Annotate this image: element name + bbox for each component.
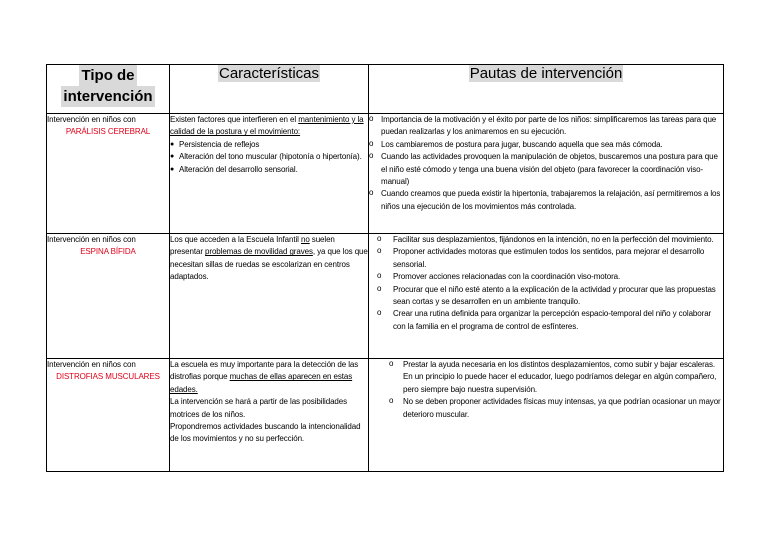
tipo-prefix: Intervención en niños con (47, 360, 136, 369)
header-tipo: Tipo de intervención (47, 65, 170, 114)
intervention-table (46, 64, 724, 472)
tipo-name: ESPINA BÍFIDA (80, 247, 136, 257)
header-caracteristicas: Características (170, 65, 369, 114)
header-row (47, 65, 724, 114)
pautas-cell (369, 234, 724, 359)
list-item: ● Alteración del desarrollo sensorial. (170, 164, 368, 176)
header-pautas: Pautas de intervención (369, 65, 724, 114)
list-item: o Proponer actividades motoras que estimulen todos los sentidos, para mejorar el desarrollo sensorial. (369, 246, 723, 271)
caracteristicas-list (170, 139, 368, 176)
pautas-list (369, 114, 723, 213)
caracteristicas-cell: Existen factores que interfieren en el mantenimiento y la calidad de la postura y el movimiento: ● Persistencia de reflejos ● Alteración del tono muscular (hipotonía o hipertonía). ● Alteración del desarrollo sensorial. (170, 114, 369, 234)
tipo-cell (47, 234, 170, 359)
tipo-cell (47, 114, 170, 234)
caracteristicas-cell: La escuela es muy importante para la detección de las distrofias porque muchas de ellas aparecen en estas edades. La intervención se hará a partir de las posibilidades motrices de los niños. Propondremos actividades buscando la intencionalidad de los movimientos y no su perfección. (170, 359, 369, 472)
list-item: o Cuando las actividades provoquen la manipulación de objetos, buscaremos una postura para que el niño esté cómodo y tenga una buena visión del objeto (para favorecer la coordinación viso-manual) (369, 151, 723, 188)
list-item: ● Persistencia de reflejos (170, 139, 368, 151)
tipo-cell (47, 359, 170, 472)
tipo-name: PARÁLISIS CEREBRAL (65, 127, 151, 137)
list-item: o Facilitar sus desplazamientos, fijándonos en la intención, no en la perfección del movimiento. (369, 234, 723, 246)
tipo-name: DISTROFIAS MUSCULARES (56, 372, 160, 382)
list-item: o Prestar la ayuda necesaria en los distintos desplazamientos, como subir y bajar escaleras. En un principio lo puede hacer el educador, luego podríamos delegar en algún compañero, pero siempre bajo nuestra supervisión. (369, 359, 723, 396)
tipo-prefix: Intervención en niños con (47, 115, 136, 124)
list-item: ● Alteración del tono muscular (hipotonía o hipertonía). (170, 151, 368, 163)
list-item: o Importancia de la motivación y el éxito por parte de los niños: simplificaremos las tareas para que puedan realizarlas y los animaremos en su ejecución. (369, 114, 723, 139)
list-item: o Crear una rutina definida para organizar la percepción espacio-temporal del niño y colaborar con la familia en el programa de control de esfínteres. (369, 308, 723, 333)
list-item: o Procurar que el niño esté atento a la explicación de la actividad y procurar que las propuestas sean cortas y se desarrollen en un ambiente tranquilo. (369, 284, 723, 309)
list-item: o Cuando creamos que pueda existir la hipertonía, trabajaremos la relajación, así permitiremos a los niños una ejecución de los movimientos más controlada. (369, 188, 723, 213)
table-row (47, 114, 724, 234)
pautas-list (369, 234, 723, 333)
list-item: o No se deben proponer actividades físicas muy intensas, ya que podrían ocasionar un mayor deterioro muscular. (369, 396, 723, 421)
list-item: o Los cambiaremos de postura para jugar, buscando aquella que sea más cómoda. (369, 139, 723, 151)
caracteristicas-cell: Los que acceden a la Escuela Infantil no suelen presentar problemas de movilidad graves, ya que los que necesitan sillas de ruedas se escolarizan en centros adaptados. (170, 234, 369, 359)
pautas-list (369, 359, 723, 421)
list-item: o Promover acciones relacionadas con la coordinación viso-motora. (369, 271, 723, 283)
pautas-cell (369, 114, 724, 234)
table-row (47, 234, 724, 359)
table-row (47, 359, 724, 472)
pautas-cell (369, 359, 724, 472)
tipo-prefix: Intervención en niños con (47, 235, 136, 244)
